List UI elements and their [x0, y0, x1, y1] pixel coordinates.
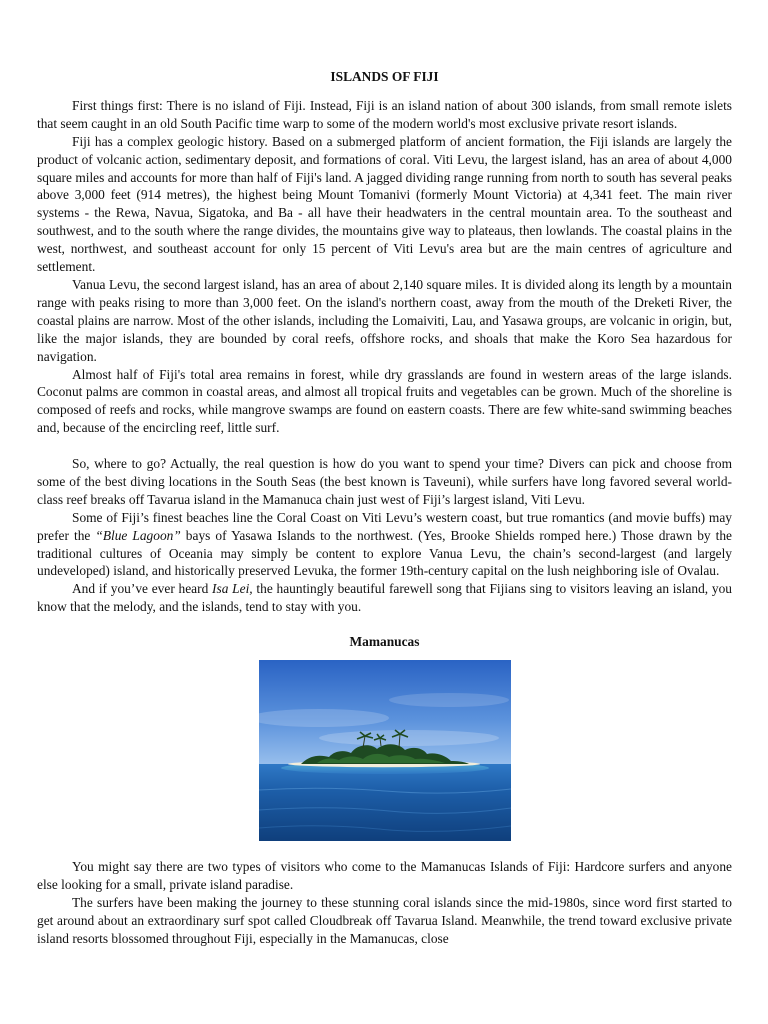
document-content — [37, 68, 732, 948]
paragraph-geology: Fiji has a complex geologic history. Based on a submerged platform of ancient formation, the Fiji islands are largely the product of volcanic action, sedimentary deposit, and formations of coral. Viti Levu, the largest island, has an area of about 4,000 square miles and accounts for more than half of Fiji's land. A jagged dividing range running from north to south has several peaks above 3,000 feet (914 metres), the highest being Mount Tomanivi (formerly Mount Victoria) at 4,341 feet. The main river systems - the Rewa, Navua, Sigatoka, and Ba - all have their headwaters in the central mountain area. To the southeast and southwest, and to the south where the range divides, the mountains give way to plateaus, then lowlands. The coastal plains in the west, northwest, and southeast account for only 15 percent of Viti Levu's area but are the main centres of agriculture and settlement. — [37, 133, 732, 275]
paragraph-isa-lei — [37, 580, 732, 616]
paragraph-visitor-types: You might say there are two types of visitors who come to the Mamanucas Islands of Fiji: Hardcore surfers and anyone else looking for a small, private island paradise. — [37, 859, 732, 892]
section-heading-mamanucas: Mamanucas — [349, 634, 420, 650]
paragraph-where-to-go: So, where to go? Actually, the real question is how do you want to spend your time? Divers can pick and choose from some of the best diving locations in the South Seas (the best known is Taveuni), while surfers have long favored several world-class reef breaks off Tavarua island in the Mamanuca chain just west of Fiji’s largest island, Viti Levu. — [37, 456, 732, 507]
paragraph-isa-lei-text-1: And if you’ve ever heard — [72, 581, 213, 597]
paragraph-vanua-levu: Vanua Levu, the second largest island, has an area of about 2,140 square miles. It is divided along its length by a mountain range with peaks rising to more than 3,000 feet. On the island's northern coast, away from the mouth of the Dreketi River, the coastal plains are narrow. Most of the other islands, including the Lomaiviti, Lau, and Yasawa groups, are volcanic in origin, but, like the major islands, they are bounded by coral reefs, offshore rocks, and shoals that make the Koro Sea hazardous for navigation. — [37, 276, 732, 364]
paragraph-beaches — [37, 509, 732, 581]
after-photo-section — [37, 858, 732, 948]
paragraph-beaches-text-1: Some of Fiji’s finest beaches line the Coral Coast on Viti Levu’s western coast, but true romantics (and movie buffs) may prefer the — [37, 509, 732, 543]
paragraph-isa-lei-text-2: the hauntingly beautiful farewell song that Fijians sing to visitors leaving an island, you know that the melody, and the islands, tend to stay with you. — [37, 581, 732, 615]
blue-lagoon-italic: “Blue Lagoon” — [95, 527, 181, 543]
document-title: ISLANDS OF FIJI — [330, 69, 439, 84]
paragraph-surfers: The surfers have been making the journey to these stunning coral islands since the mid-1980s, since word first started to get around about an extraordinary surf spot called Cloudbreak off Tavarua Island. Meanwhile, the trend toward exclusive private island resorts blossomed throughout Fiji, especially in the Mamanucas, close — [37, 894, 732, 946]
island-photo — [259, 660, 511, 841]
paragraph-intro: First things first: There is no island of Fiji. Instead, Fiji is an island nation of about 300 islands, from small remote islets that seem caught in an old South Pacific time warp to some of the modern world's most exclusive private resort islands. — [37, 97, 732, 131]
paragraph-vegetation: Almost half of Fiji's total area remains in forest, while dry grasslands are found in western areas of the large islands. Coconut palms are common in coastal areas, and almost all tropical fruits and vegetables can be grown. Much of the shoreline is composed of reefs and rocks, while mangrove swamps are found on eastern coasts. There are few white-sand swimming beaches and, because of the encircling reef, little surf. — [37, 366, 732, 436]
paragraph-beaches-text-2: bays of Yasawa Islands to the northwest. (Yes, Brooke Shields romped here.) Those drawn by the traditional cultures of Oceania may simply be content to explore Vanua Levu, the chain’s second-largest (and largely undeveloped) island, and historically preserved Levuka, the former 19th-century capital on the lush neighboring isle of Ovalau. — [37, 527, 732, 579]
isa-lei-italic: Isa Lei, — [212, 581, 253, 597]
